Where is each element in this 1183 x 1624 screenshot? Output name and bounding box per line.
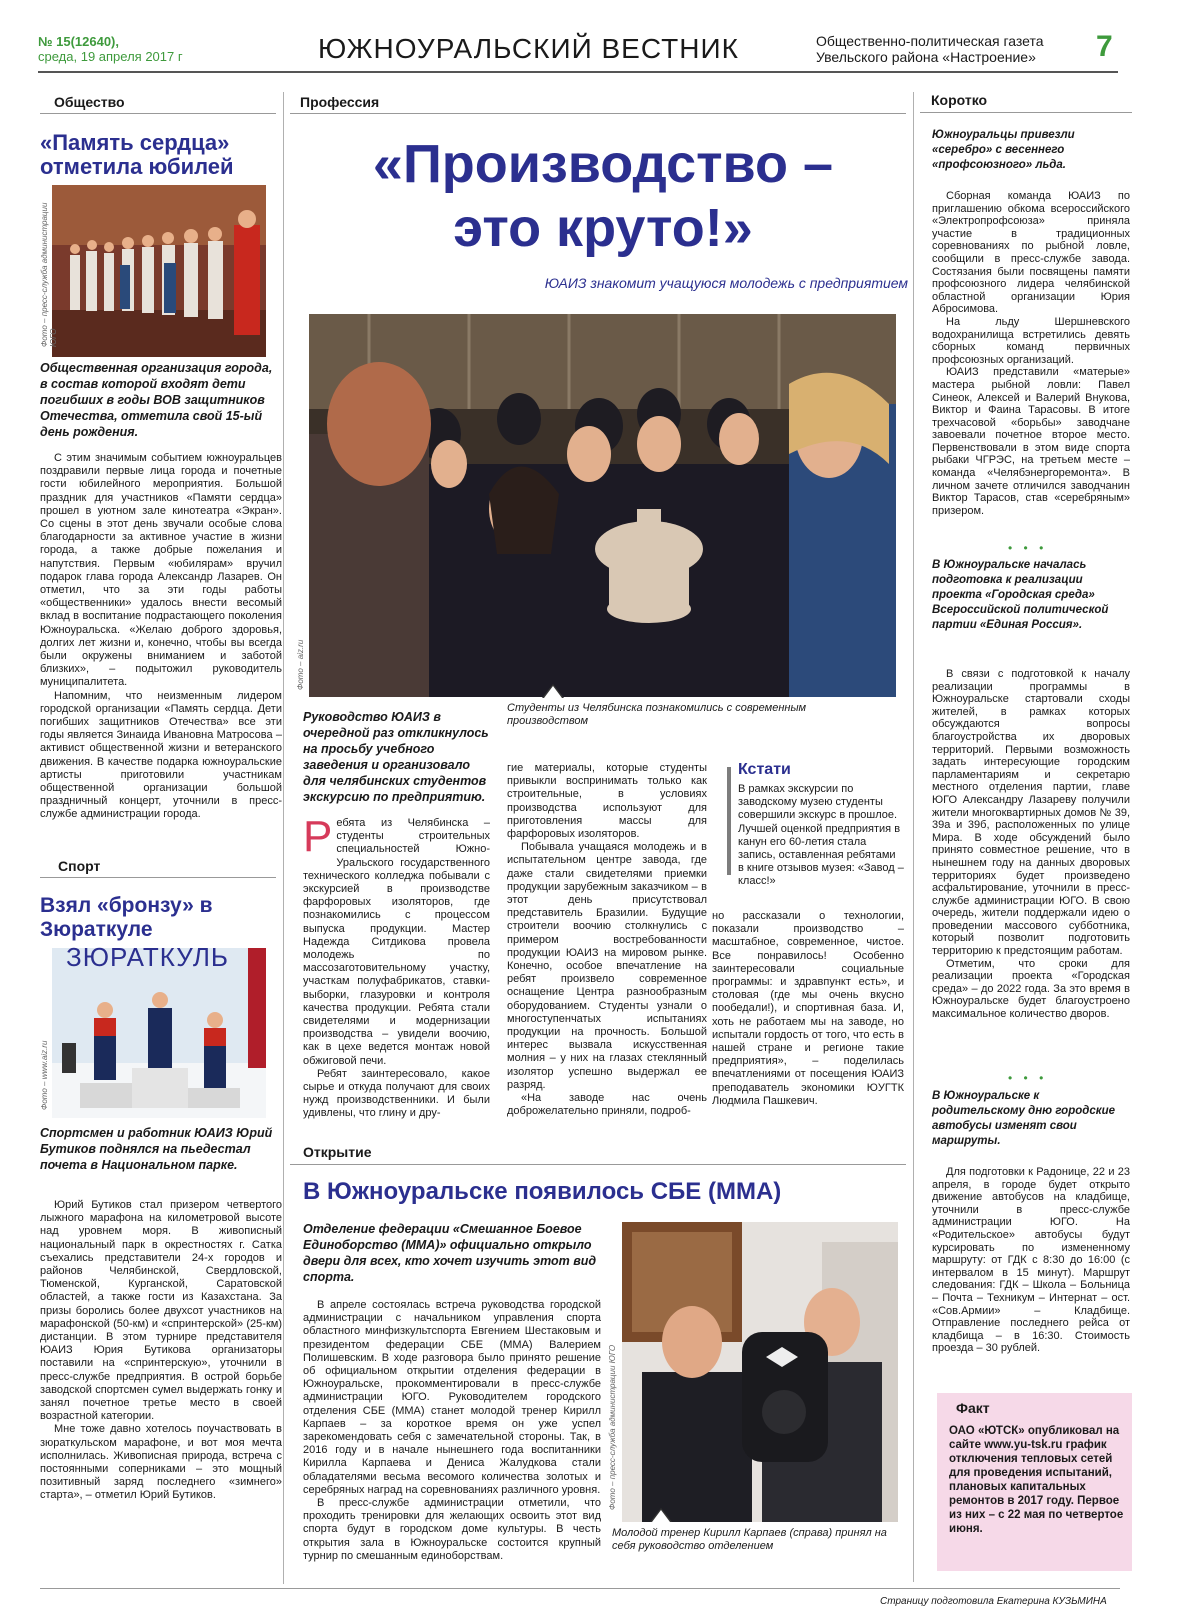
opening-photo-caption: Молодой тренер Кирилл Карпаев (справа) принял на себя руководство отделением (612, 1527, 887, 1552)
rubric-rule (40, 877, 276, 878)
main-col-1 (303, 812, 490, 1121)
dropcap: Р (303, 812, 333, 861)
society-photo-credit: Фото – пресс-служба администрации ЮГО (40, 202, 58, 347)
brief-1-lead: Южноуральцы привезли «серебро» с весеннего «профсоюзного» льда. (932, 129, 1075, 171)
footer-rule (40, 1588, 1120, 1589)
society-body (40, 452, 282, 822)
section-rule (290, 1164, 906, 1165)
main-headline (298, 132, 908, 260)
students-photo (309, 314, 896, 697)
main-col-2 (507, 762, 707, 1118)
supplement-line-1: Общественно-политическая газета (816, 33, 1044, 49)
main-col-2-text: гие материалы, которые студенты привыкли воспринимать только как строительные, в условиях производства используют для приготовления массы для фарфоровых изоляторов. (507, 762, 707, 841)
concert-photo (52, 185, 266, 357)
brief-2-paragraph-1: В связи с подготовкой к началу реализации программы в Южноуральске стартовали сходы жителей, в рамках которых обсуждаются вопросы благоустройства их дворовых территорий. Первыми возможность задать интересующие городским парламентариям и секретарю местного отделения партии, главе ЮГО Александру Лазареву получили жители многоквартирных домов № 39, 39а и 39б, расположенных по улице Мира. В ходе обсуждений было принято совместное решение, что в нынешнем году на данных дворовых территориях будет произведено асфальтирование, уточнили в пресс-службе администрации ЮГО. В свою очередь, жители поддержали идею о проведении массового субботника, который позволит подготовить территорию к предстоящим работам. (932, 668, 1130, 958)
main-subhead: ЮАИЗ знакомит учащуюся молодежь с предприятием (544, 275, 908, 291)
fact-title: Факт (956, 1400, 990, 1416)
main-col-2-text-2: Побывала учащаяся молодежь и в испытательном центре завода, где даже стали свидетелями приемки продукции зарубежным заказчиком – в этот день присутствовал представитель Бразилии. Будущие строители воочию столкнулись с примером востребованности продукции ЮАИЗ на мировом рынке. Конечно, особое впечатление на ребят произвело современное оснащение Центра разнообразным оборудованием. Студенты узнали о многоступенчатых испытаниях продукции на прочность. Большой интерес вызвала искусственная молния – у них на глазах стеклянный изолятор успешно выдержал ее разряд. (507, 841, 707, 1091)
main-photo-caption: Студенты из Челябинска познакомились с современным производством (507, 702, 807, 727)
issue-date: среда, 19 апреля 2017 г (38, 49, 183, 64)
rubric-sport: Спорт (58, 858, 101, 874)
rubric-society: Общество (54, 94, 125, 110)
opening-photo-credit: Фото – пресс-служба администрации ЮГО (608, 1344, 617, 1510)
issue-number: № 15(12640), (38, 34, 119, 49)
main-headline-line-2: это круто!» (453, 198, 753, 258)
society-lead: Общественная организация города, в состав которой входят дети погибших в годы ВОВ защитников Отечества, отметила свой 15-ый день рождения. (40, 361, 273, 439)
main-col-2-text-3: «На заводе нас очень доброжелательно приняли, подроб- (507, 1092, 707, 1118)
sport-paragraph-1: Юрий Бутиков стал призером четвертого лыжного марафона на километровой высоте над уровнем моря. В живописный национальный парк в окрестностях г. Сатка съехались представители 24-х городов и районов Челябинской, Свердловской, Тюменской, Курганской, Саратовской областей, а также гости из Казахстана. За призы боролись более двухсот участников на марафонской (50-км) и «спринтерской» (25-км) дистанции. В этом турнире представителя ЮАИЗ Юрия Бутикова организаторы поставили на «спринтерскую», уточнили в пресс-службе предприятия. В острой борьбе заводской спортсмен сумел выдержать гонку и занял почетное третье место в своей возрастной категории. (40, 1199, 282, 1423)
column-divider-left-lower (283, 1164, 284, 1584)
sport-paragraph-2: Мне тоже давно хотелось поучаствовать в зюраткульском марафоне, и вот моя мечта исполнилась. Живописная природа, встреча с постоянными соперниками – это мощный позитивный заряд последнего «зимнего» старта», – отметил Юрий Бутиков. (40, 1423, 282, 1502)
column-divider-right (913, 92, 914, 1582)
main-col-3: но рассказали о технологии, показали производство – масштабное, современное, чистое. Все понравилось! Особенно заинтересовали социальные программы: и здравпункт есть», и столовая (где мы очень вкусно пообедали!), и спортивная база. И, хоть не работаем мы на заводе, но испытали гордость от того, что есть в нашей стране и регионе такие предприятия», – поделилась впечатлениями от посещения ЮАИЗ преподаватель экономики ЮУГТК Людмила Пашкевич. (712, 910, 904, 1107)
newspaper-name: ЮЖНОУРАЛЬСКИЙ ВЕСТНИК (318, 33, 739, 64)
main-photo-credit: Фото – aiz.ru (296, 639, 305, 690)
brief-3-lead: В Южноуральске к родительскому дню городские автобусы изменят свои маршруты. (932, 1090, 1115, 1147)
supplement-line-2: Увельского района «Настроение» (816, 49, 1036, 65)
header-rule (38, 71, 1118, 73)
main-col-1-text: ебята из Челябинска – студенты строительных специальностей Южно-Уральского государственного технического колледжа побывали с экскурсией в производстве фарфоровых изоляторов, где познакомились с процессом выпуска продукции. Мастер Надежда Ситдикова провела молодежь по массозаготовительному участку, участкам полуфабрикатов, ставки-выборки, глазуровки и контроля качества продукции. Ребята стали свидетелями и модернизации производства – увидели воочию, как в цехе ведется монтаж новой обжиговой печи. (303, 817, 490, 1067)
caption-pointer-inner (652, 1510, 670, 1522)
supplement-info (816, 33, 1044, 65)
society-paragraph-1: С этим значимым событием южноуральцев поздравили первые лица города и почетные гости юбилейного мероприятия. Большой праздник для участников «Памяти сердца» прошел в уютном зале кинотеатра «Экран». Со сцены в этот день звучали особые слова благодарности за активное участие в жизни города, а также добрые пожелания и напутствия. Первым «юбилярам» вручил подарок глава города Александр Лазарев. Он отметил, что за эти годы работы «общественники» удалось внести весомый вклад в воспитание подрастающего поколения Южноуральска. «Желаю доброго здоровья, долгих лет жизни и, конечно, чтобы вы всегда были окружены вниманием и заботой близких», – подытожил руководитель муниципалитета. (40, 452, 282, 689)
page-credit: Страницу подготовила Екатерина КУЗЬМИНА (880, 1596, 1107, 1607)
opening-paragraph-1: В апреле состоялась встреча руководства городской администрации с начальником управления спорта областного минфизкультспорта Евгением Шестаковым и президентом федерации СБЕ (ММА) Валерием Полишевским. В ходе разговора было принято решение об официальном открытии отделения федерации в Южноуральске, прокомментировали в пресс-службе администрации ЮГО. Руководителем городского отделения СБЕ (ММА) станет молодой тренер Кирилл Карпаев – за короткое время он уже успел зарекомендовать себя с замечательной стороны. Так, в 2016 году и в начале нынешнего года воспитанники Кирилла Карпаева и Дениса Жалудкова стали обладателями весьма весомого количества золотых и серебряных наград на соревнованиях различного уровня. (303, 1299, 601, 1496)
rubric-rule (920, 112, 1132, 113)
rubric-rule (290, 113, 906, 114)
opening-paragraph-2: В пресс-службе администрации отметили, что проходить тренировки для желающих освоить этот вид спорта будут в городском доме культуры. В честь открытия зала в Южноуральске состоится крупный турнир по смешанным единоборствам. (303, 1497, 601, 1562)
sport-body (40, 1199, 282, 1503)
kstati-title: Кстати (738, 761, 791, 778)
column-divider-left (283, 92, 284, 1164)
sport-photo-credit: Фото – www.aiz.ru (40, 1040, 49, 1110)
podium-photo (52, 948, 266, 1118)
opening-body (303, 1299, 601, 1563)
brief-3-paragraph-1: Для подготовки к Радонице, 22 и 23 апреля, в городе будет открыто движение автобусов на кладбище, уточнили в пресс-службе администрации ЮГО. На «Родительское» автобусы будут курсировать по измененному маршруту: от ГДК с 8:30 до 16:00 (с интервалом в 15 минут). Маршрут следования: ГДК – Школа – Больница – Почта – Техникум – Интернат – ост. «Сов.Армии» – Кладбище. Отправление последнего рейса от кладбища – в 16:30. Стоимость проезда – 30 рублей. (932, 1166, 1130, 1355)
separator-dots-2: • • • (1008, 1071, 1048, 1085)
brief-1-paragraph-3: ЮАИЗ представили «матерые» мастера рыбной ловли: Павел Синеок, Алексей и Валерий Внукова, Виктор и Фаина Тарасовы. В итоге трехчасовой «борьбы» заводчане завоевали почетное второе место. Первенствовали в этом виде спорта рыбаки ЧГРЭС, на третьем месте – команда «Челябэнергоремонта». В личном зачете отличился заводчанин Виктор Тарасов, став «серебряным» призером. (932, 366, 1130, 517)
issue-info (38, 34, 183, 64)
page-number: 7 (1096, 30, 1113, 63)
opening-headline: В Южноуральске появилось СБЕ (ММА) (303, 1178, 782, 1205)
separator-dots: • • • (1008, 541, 1048, 555)
zyuratkul-banner: ЗЮРАТКУЛЬ (66, 942, 229, 972)
brief-3-body (932, 1166, 1130, 1355)
sport-headline: Взял «бронзу» в Зюраткуле (40, 894, 213, 941)
main-col-1-text-2: Ребят заинтересовало, какое сырье и откуда получают для своих нужд производственники. И были удивлены, что глину и дру- (303, 1067, 490, 1120)
rubric-profession: Профессия (300, 94, 380, 110)
society-paragraph-2: Напомним, что неизменным лидером городской организации «Память сердца. Дети погибших защитников Отечества» все эти годы является Зинаида Ивановна Матросова – активист общественной жизни и ветеранского движения. В качестве подарка южноуральские артисты приготовили участникам общественной организации большой праздничный концерт, уточнили в пресс-службе администрации города. (40, 689, 282, 821)
society-headline: «Память сердца» отметила юбилей (40, 130, 234, 179)
opening-lead: Отделение федерации «Смешанное Боевое Единоборство (ММА)» официально открыло двери для всех, кто хочет изучить этот вид спорта. (303, 1222, 597, 1284)
brief-1-paragraph-1: Сборная команда ЮАИЗ по приглашению обкома всероссийского «Электропрофсоюза» приняла участие в традиционных соревнованиях по рыбной ловле, сообщили в пресс-службе завода. Состязания были посвящены памяти профсоюзного лидера челябинской областной организации Юрия Абросимова. (932, 190, 1130, 316)
brief-2-paragraph-2: Отметим, что сроки для реализации проекта «Городская среда» – до 2022 года. За это время в Южноуральске будет благоустроено максимальное количество дворов. (932, 957, 1130, 1021)
caption-pointer-inner (544, 686, 562, 698)
fact-text: ОАО «ЮТСК» опубликовал на сайте www.yu-tsk.ru график отключения тепловых сетей для проведения испытаний, плановых капитальных ремонтов в 2017 году. Первое из них – с 22 мая по четвертое июня. (949, 1425, 1124, 1535)
kstati-bar (727, 767, 731, 875)
rubric-rule (40, 113, 276, 114)
kstati-text: В рамках экскурсии по заводскому музею студенты совершили экскурс в прошлое. Лучшей оценкой предприятия в канун его 60-летия стала запись, оставленная ребятами в книге отзывов музея: «Завод – класс!» (738, 783, 904, 888)
brief-2-lead: В Южноуральске началась подготовка к реализации проекта «Городская среда» Всероссийской политической партии «Единая Россия». (932, 559, 1109, 631)
rubric-briefly: Коротко (931, 92, 988, 108)
brief-1-paragraph-2: На льду Шершневского водохранилища встретились девять сборных команд первичных профсоюзных организаций. (932, 315, 1130, 366)
brief-1-body (932, 190, 1130, 517)
rubric-opening: Открытие (303, 1144, 372, 1160)
sport-lead: Спортсмен и работник ЮАИЗ Юрий Бутиков поднялся на пьедестал почета в Национальном парке. (40, 1126, 273, 1172)
main-lead: Руководство ЮАИЗ в очередной раз откликнулось на просьбу учебного заведения и организовало для челябинских студентов экскурсию по предприятию. (303, 710, 489, 804)
main-headline-line-1: «Производство – (372, 134, 834, 194)
trainer-photo (622, 1222, 898, 1522)
brief-2-body (932, 668, 1130, 1021)
